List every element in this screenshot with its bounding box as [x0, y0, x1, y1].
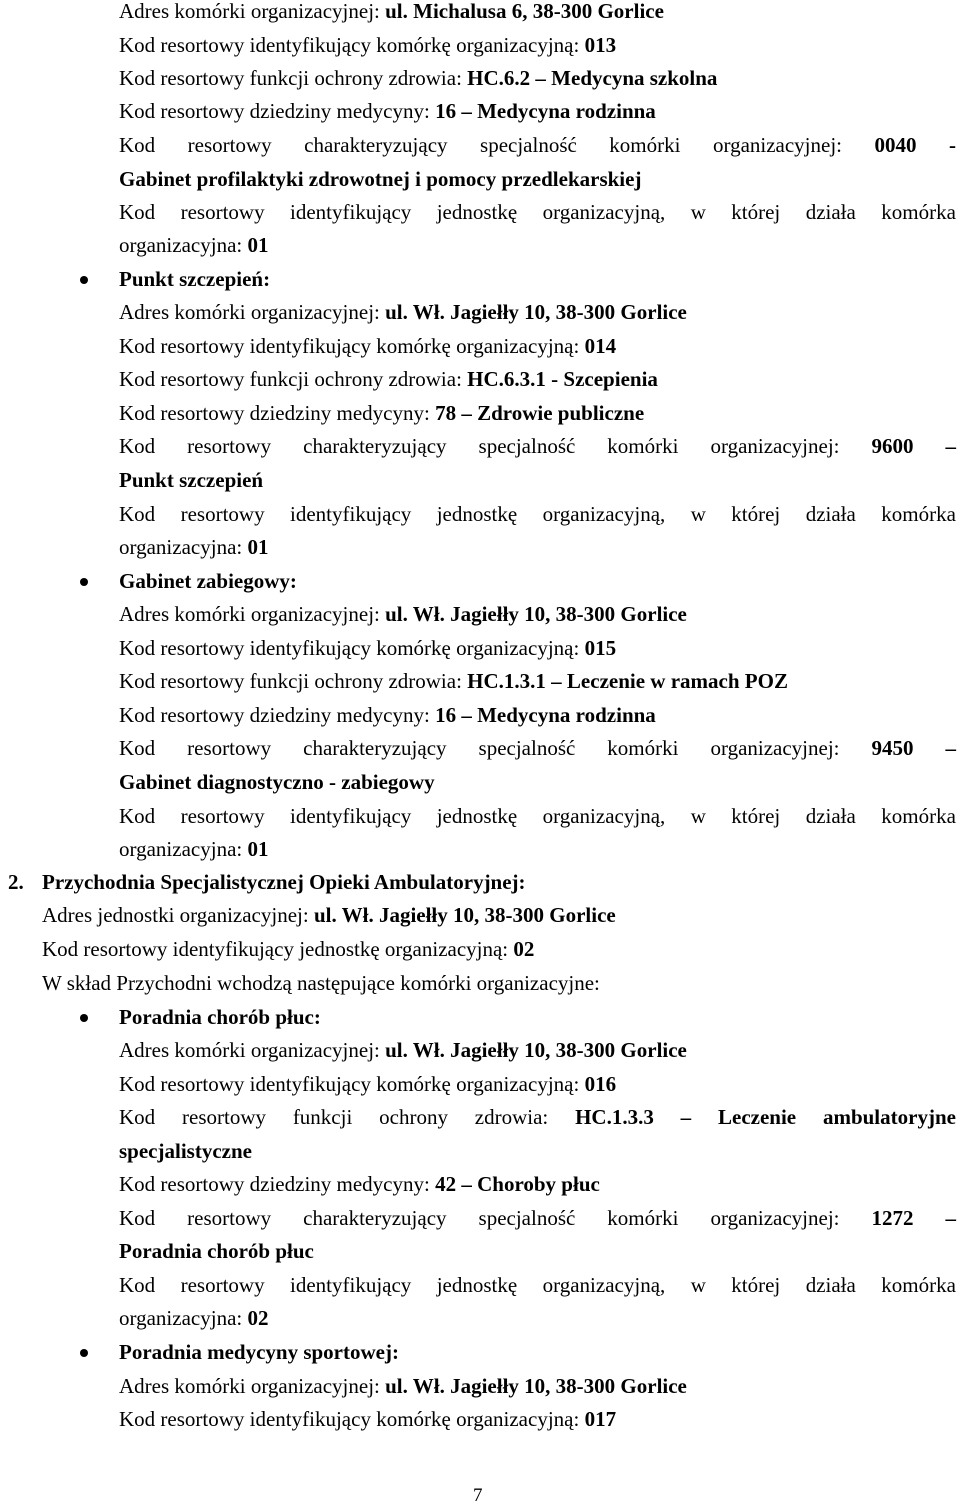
- address-label: Adres komórki organizacyjnej:: [119, 0, 380, 23]
- punkt-field-line: [119, 400, 644, 426]
- spec-dash: -: [948, 133, 956, 157]
- unit-word: jednostkę: [436, 804, 518, 828]
- unit-word: działa: [805, 200, 856, 224]
- function-dash: –: [680, 1105, 692, 1129]
- spec-word: komórki: [607, 736, 679, 760]
- spec-word: komórki: [609, 133, 681, 157]
- unit-word: jednostkę: [436, 502, 518, 526]
- punkt-function-line: [119, 366, 658, 392]
- spec-word: specjalność: [478, 1206, 576, 1230]
- unit-value: 01: [247, 233, 269, 257]
- spec-code: 9600: [871, 434, 914, 458]
- intro-field-line: [119, 98, 656, 124]
- unit-word: resortowy: [180, 200, 265, 224]
- bullet-sport: [80, 1349, 88, 1357]
- pluca-address-line: [119, 1037, 687, 1063]
- spec-word: charakteryzujący: [303, 736, 447, 760]
- pluca-unit-line: [119, 1272, 956, 1298]
- spec-word: specjalność: [478, 434, 576, 458]
- cell-code-value: 013: [584, 33, 617, 57]
- address-value: ul. Wł. Jagiełły 10, 38-300 Gorlice: [385, 300, 687, 324]
- spec-word: organizacyjnej:: [712, 133, 843, 157]
- unit-word: komórka: [881, 200, 956, 224]
- pluca-function-line2: specjalistyczne: [119, 1139, 252, 1163]
- unit-word: organizacyjną,: [542, 804, 666, 828]
- spec-word: organizacyjnej:: [710, 1206, 840, 1230]
- unit-value: 01: [247, 837, 269, 861]
- pluca-spec-name: Poradnia chorób płuc: [119, 1239, 314, 1263]
- spec-word: komórki: [607, 1206, 679, 1230]
- unit-label: organizacyjna:: [119, 837, 243, 861]
- section-unit-code-line: [42, 936, 534, 962]
- unit-word: Kod: [119, 200, 156, 224]
- unit-code-value: 02: [513, 937, 535, 961]
- unit-word: identyfikujący: [290, 200, 412, 224]
- gabinet-spec-name: Gabinet diagnostyczno - zabiegowy: [119, 770, 435, 794]
- function-word: zdrowia:: [474, 1105, 549, 1129]
- intro-spec-name: Gabinet profilaktyki zdrowotnej i pomocy przedlekarskiej: [119, 167, 642, 191]
- function-label: Kod resortowy funkcji ochrony zdrowia:: [119, 367, 462, 391]
- unit-value: 01: [247, 535, 269, 559]
- unit-word: identyfikujący: [290, 1273, 412, 1297]
- section-address-line: [42, 902, 616, 928]
- address-value: ul. Michalusa 6, 38-300 Gorlice: [385, 0, 664, 23]
- address-label: Adres jednostki organizacyjnej:: [42, 903, 309, 927]
- punkt-title: Punkt szczepień:: [119, 267, 271, 291]
- unit-word: w: [690, 200, 706, 224]
- address-label: Adres komórki organizacyjnej:: [119, 300, 380, 324]
- pluca-field-line: [119, 1171, 600, 1197]
- spec-word: Kod: [119, 133, 156, 157]
- spec-word: charakteryzujący: [303, 1206, 447, 1230]
- function-word: funkcji: [292, 1105, 353, 1129]
- function-label: Kod resortowy funkcji ochrony zdrowia:: [119, 66, 462, 90]
- unit-word: organizacyjną,: [542, 502, 666, 526]
- pluca-title: Poradnia chorób płuc:: [119, 1005, 321, 1029]
- function-word: ochrony: [379, 1105, 448, 1129]
- unit-word: w: [690, 1273, 706, 1297]
- unit-word: organizacyjną,: [542, 200, 666, 224]
- field-label: Kod resortowy dziedziny medycyny:: [119, 99, 430, 123]
- unit-word: Kod: [119, 804, 156, 828]
- unit-word: w: [690, 502, 706, 526]
- unit-word: jednostkę: [436, 1273, 518, 1297]
- spec-word: resortowy: [187, 736, 272, 760]
- function-word-bold: Leczenie: [718, 1105, 797, 1129]
- gabinet-address-line: [119, 601, 687, 627]
- gabinet-cell-code-line: [119, 635, 616, 661]
- unit-word: której: [731, 1273, 781, 1297]
- cell-code-value: 015: [584, 636, 617, 660]
- address-value: ul. Wł. Jagiełły 10, 38-300 Gorlice: [385, 1374, 687, 1398]
- unit-word: jednostkę: [436, 200, 518, 224]
- unit-word: komórka: [881, 1273, 956, 1297]
- address-value: ul. Wł. Jagiełły 10, 38-300 Gorlice: [385, 1038, 687, 1062]
- field-value: 42 – Choroby płuc: [435, 1172, 600, 1196]
- unit-code-label: Kod resortowy identyfikujący jednostkę organizacyjną:: [42, 937, 509, 961]
- cell-code-label: Kod resortowy identyfikujący komórkę organizacyjną:: [119, 1072, 580, 1096]
- sport-cell-code-line: [119, 1406, 616, 1432]
- cell-code-label: Kod resortowy identyfikujący komórkę organizacyjną:: [119, 1407, 580, 1431]
- address-value: ul. Wł. Jagiełły 10, 38-300 Gorlice: [313, 903, 616, 927]
- unit-word: komórka: [881, 804, 956, 828]
- spec-word: charakteryzujący: [303, 434, 447, 458]
- sport-address-line: [119, 1373, 687, 1399]
- spec-dash: –: [945, 434, 956, 458]
- field-label: Kod resortowy dziedziny medycyny:: [119, 1172, 430, 1196]
- unit-word: organizacyjną,: [542, 1273, 666, 1297]
- bullet-gabinet: [80, 578, 88, 586]
- spec-code: 0040: [874, 133, 917, 157]
- unit-word: resortowy: [180, 1273, 265, 1297]
- spec-word: komórki: [607, 434, 679, 458]
- gabinet-field-line: [119, 702, 656, 728]
- field-value: 16 – Medycyna rodzinna: [435, 703, 656, 727]
- unit-word: identyfikujący: [290, 804, 412, 828]
- intro-unit-line2: [119, 232, 268, 258]
- unit-word: której: [731, 200, 781, 224]
- punkt-unit-line: [119, 501, 956, 527]
- spec-word: Kod: [119, 434, 156, 458]
- function-value: HC.1.3.1 – Leczenie w ramach POZ: [467, 669, 788, 693]
- unit-value: 02: [247, 1306, 269, 1330]
- intro-spec-line: [119, 132, 956, 158]
- pluca-unit-line2: [119, 1305, 268, 1331]
- gabinet-spec-line: [119, 735, 956, 761]
- unit-word: resortowy: [180, 804, 265, 828]
- pluca-cell-code-line: [119, 1071, 616, 1097]
- unit-word: identyfikujący: [290, 502, 412, 526]
- punkt-unit-line2: [119, 534, 268, 560]
- field-label: Kod resortowy dziedziny medycyny:: [119, 401, 430, 425]
- function-value: HC.6.3.1 - Szcepienia: [467, 367, 658, 391]
- gabinet-title: Gabinet zabiegowy:: [119, 569, 297, 593]
- intro-cell-code-line: [119, 32, 616, 58]
- cell-code-label: Kod resortowy identyfikujący komórkę organizacyjną:: [119, 636, 580, 660]
- spec-code: 9450: [871, 736, 914, 760]
- spec-word: resortowy: [187, 133, 272, 157]
- spec-word: specjalność: [480, 133, 577, 157]
- spec-word: organizacyjnej:: [710, 736, 840, 760]
- punkt-spec-name: Punkt szczepień: [119, 468, 264, 492]
- unit-word: działa: [805, 502, 856, 526]
- address-label: Adres komórki organizacyjnej:: [119, 602, 380, 626]
- gabinet-unit-line: [119, 803, 956, 829]
- pluca-spec-line: [119, 1205, 956, 1231]
- cell-code-label: Kod resortowy identyfikujący komórkę organizacyjną:: [119, 33, 580, 57]
- spec-code: 1272: [871, 1206, 914, 1230]
- unit-label: organizacyjna:: [119, 535, 243, 559]
- unit-word: resortowy: [180, 502, 265, 526]
- spec-word: Kod: [119, 736, 156, 760]
- field-label: Kod resortowy dziedziny medycyny:: [119, 703, 430, 727]
- unit-word: działa: [805, 1273, 856, 1297]
- spec-word: resortowy: [187, 434, 272, 458]
- section-intro-text: W skład Przychodni wchodzą następujące komórki organizacyjne:: [42, 971, 600, 995]
- function-word-bold: ambulatoryjne: [822, 1105, 956, 1129]
- intro-unit-line: [119, 199, 956, 225]
- field-value: 16 – Medycyna rodzinna: [435, 99, 656, 123]
- address-value: ul. Wł. Jagiełły 10, 38-300 Gorlice: [385, 602, 687, 626]
- unit-label: organizacyjna:: [119, 1306, 243, 1330]
- spec-dash: –: [945, 1206, 956, 1230]
- gabinet-unit-line2: [119, 836, 268, 862]
- function-label: Kod resortowy funkcji ochrony zdrowia:: [119, 669, 462, 693]
- unit-word: której: [731, 804, 781, 828]
- cell-code-label: Kod resortowy identyfikujący komórkę organizacyjną:: [119, 334, 580, 358]
- spec-dash: –: [945, 736, 956, 760]
- function-word: Kod: [119, 1105, 156, 1129]
- cell-code-value: 017: [584, 1407, 617, 1431]
- unit-word: w: [690, 804, 706, 828]
- bullet-pluca: [80, 1014, 88, 1022]
- unit-word: komórka: [881, 502, 956, 526]
- spec-word: charakteryzujący: [304, 133, 448, 157]
- field-value: 78 – Zdrowie publiczne: [435, 401, 645, 425]
- function-value: HC.6.2 – Medycyna szkolna: [467, 66, 718, 90]
- address-label: Adres komórki organizacyjnej:: [119, 1038, 380, 1062]
- pluca-function-line: [119, 1104, 956, 1130]
- spec-word: organizacyjnej:: [710, 434, 840, 458]
- unit-word: której: [731, 502, 781, 526]
- function-word: resortowy: [182, 1105, 266, 1129]
- unit-word: działa: [805, 804, 856, 828]
- section-title: Przychodnia Specjalistycznej Opieki Ambulatoryjnej:: [42, 870, 526, 894]
- gabinet-function-line: [119, 668, 788, 694]
- cell-code-value: 016: [584, 1072, 617, 1096]
- punkt-address-line: [119, 299, 687, 325]
- spec-word: Kod: [119, 1206, 156, 1230]
- sport-title: Poradnia medycyny sportowej:: [119, 1340, 399, 1364]
- intro-function-line: [119, 65, 717, 91]
- punkt-cell-code-line: [119, 333, 616, 359]
- intro-address-line: [119, 0, 664, 24]
- page-number: 7: [473, 1485, 483, 1506]
- unit-label: organizacyjna:: [119, 233, 243, 257]
- unit-word: Kod: [119, 1273, 156, 1297]
- unit-word: Kod: [119, 502, 156, 526]
- spec-word: resortowy: [187, 1206, 272, 1230]
- cell-code-value: 014: [584, 334, 617, 358]
- punkt-spec-line: [119, 433, 956, 459]
- address-label: Adres komórki organizacyjnej:: [119, 1374, 380, 1398]
- spec-word: specjalność: [478, 736, 576, 760]
- bullet-punkt: [80, 276, 88, 284]
- function-code: HC.1.3.3: [575, 1105, 654, 1129]
- section-number: 2.: [8, 870, 24, 894]
